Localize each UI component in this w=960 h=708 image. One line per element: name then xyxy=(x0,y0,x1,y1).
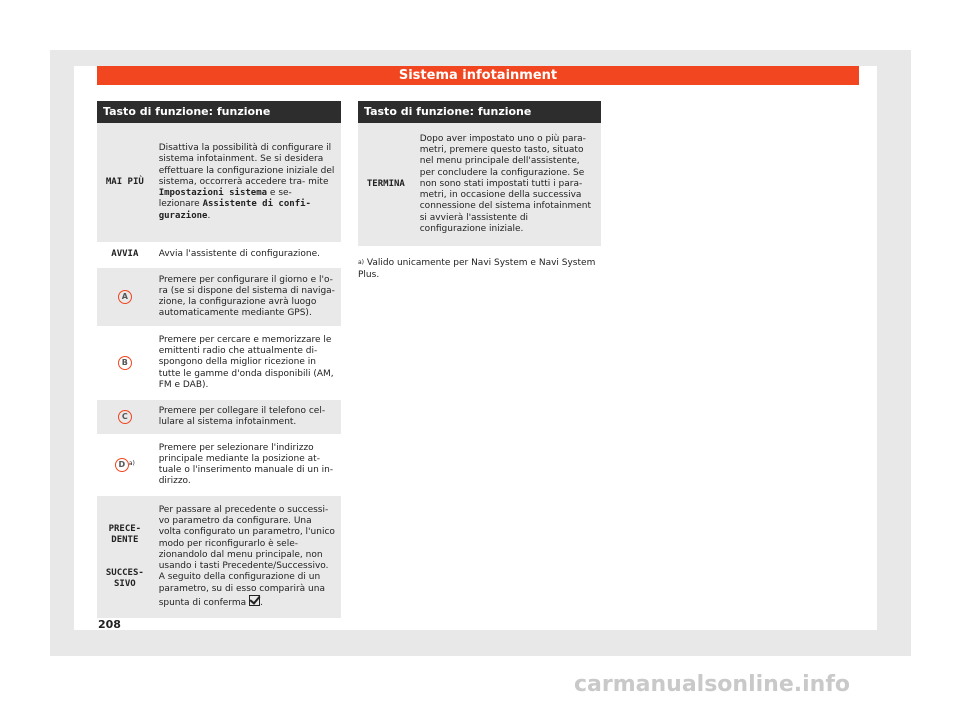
table-row xyxy=(97,243,341,267)
left-function-table xyxy=(97,101,341,620)
watermark: carmanualsonline.info xyxy=(574,672,850,697)
footnote-mark: a) xyxy=(128,460,135,467)
footnote-marker: a) xyxy=(358,259,365,266)
table-heading: Tasto di funzione: funzione xyxy=(97,101,341,123)
row-description: Premere per selezionare l'indirizzo principale mediante la posizione at- tuale o l'inserimento manuale di un in- dirizzo. xyxy=(153,435,341,495)
table-row xyxy=(97,399,341,435)
section-header: Sistema infotainment xyxy=(97,66,859,85)
button-c-icon: C xyxy=(118,410,132,424)
previous-key-label: PRECE- DENTE xyxy=(108,523,142,545)
page-number: 208 xyxy=(98,618,121,631)
row-description: Premere per configurare il giorno e l'o- ra (se si dispone del sistema di naviga- zione, la configurazione avrà luogo automaticamente mediante GPS). xyxy=(153,267,341,327)
table-row xyxy=(97,123,341,243)
button-d-icon: D xyxy=(115,458,129,472)
table-row xyxy=(97,495,341,619)
table-row xyxy=(97,327,341,399)
key-label: AVVIA xyxy=(97,243,153,267)
key-symbol xyxy=(97,267,153,327)
right-function-table xyxy=(358,101,601,248)
next-key-label: SUCCES- SIVO xyxy=(105,568,144,590)
key-symbol xyxy=(97,327,153,399)
footnote-text: Valido unicamente per Navi System e Navi System Plus. xyxy=(358,258,596,280)
checkmark-icon xyxy=(249,595,260,606)
key-label xyxy=(97,495,153,619)
row-description: Premere per collegare il telefono cel- lulare al sistema infotainment. xyxy=(153,399,341,435)
key-symbol xyxy=(97,399,153,435)
row-description: Premere per cercare e memorizzare le emittenti radio che attualmente di- spongono della miglior ricezione in tutte le gamme d'onda disponibili (AM, FM e DAB). xyxy=(153,327,341,399)
table-heading: Tasto di funzione: funzione xyxy=(358,101,601,123)
row-description: Avvia l'assistente di configurazione. xyxy=(153,243,341,267)
table-row xyxy=(358,123,601,247)
table-row xyxy=(97,435,341,495)
row-description: Disattiva la possibilità di configurare il sistema infotainment. Se si desidera effettuare la configurazione iniziale del sistema, occorrerà accedere tra- mite Impostazioni sistema e se- lezionare Assistente di confi- gurazione. xyxy=(153,123,341,243)
table-row xyxy=(97,267,341,327)
button-a-icon: A xyxy=(118,290,132,304)
row-description: Dopo aver impostato uno o più para- metri, premere questo tasto, situato nel menu principale dell'assistente, per concludere la configurazione. Se non sono stati impostati tutti i para- metri, in occasione della successiva connessione del sistema infotainment si avvierà l'assistente di configurazione iniziale. xyxy=(414,123,601,247)
footnote xyxy=(358,257,603,281)
key-label: TERMINA xyxy=(358,123,414,247)
key-label: MAI PIÙ xyxy=(97,123,153,243)
key-symbol xyxy=(97,435,153,495)
row-description: Per passare al precedente o successi- vo parametro da configurare. Una volta configurato un parametro, l'unico modo per riconfigurarlo è sele- zionandolo dal menu principale, non usando i tasti Precedente/Successivo. A seguito della configurazione di un parametro, su di esso comparirà una spunta di conferma . xyxy=(153,495,341,619)
button-b-icon: B xyxy=(118,356,132,370)
